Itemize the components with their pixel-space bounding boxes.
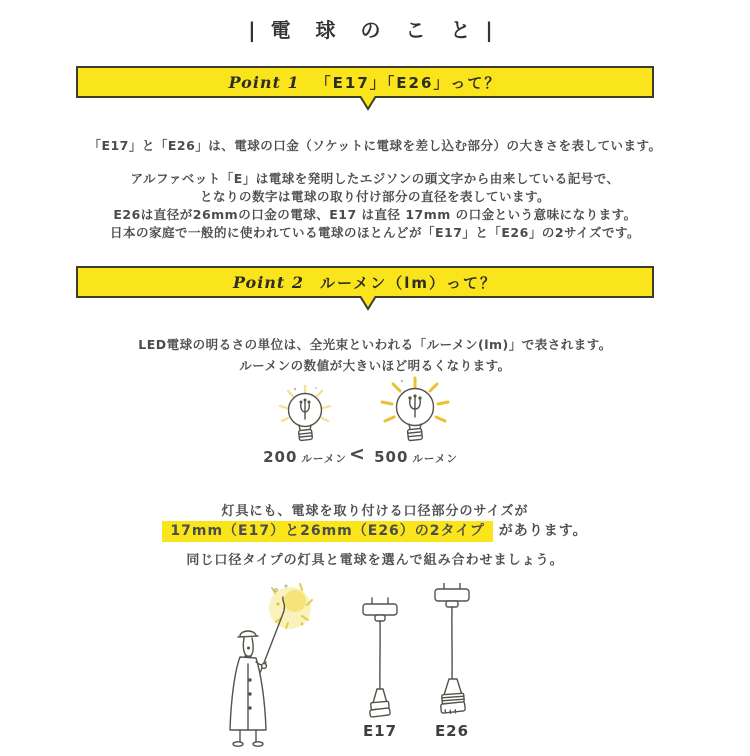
bulb-200-lumen-icon xyxy=(268,384,342,446)
point1-banner-notch-icon xyxy=(359,96,377,111)
title-bar-right: | xyxy=(485,18,502,42)
edison-man-illustration xyxy=(218,578,330,756)
point2-line-1: LED電球の明るさの単位は、全光束といわれる「ルーメン(lm)」で表されます。 xyxy=(138,337,612,352)
lumen-200-unit: ルーメン xyxy=(301,453,347,465)
lumen-500-unit: ルーメン xyxy=(412,453,458,465)
point2-line-2: ルーメンの数値が大きいほど明るくなります。 xyxy=(239,358,511,373)
point1-line-1: アルファベット「E」は電球を発明したエジソンの頭文字から由来している記号で、 xyxy=(130,171,620,186)
fixture-highlight: 17mm（E17）と26mm（E26）の2タイプ xyxy=(162,521,492,542)
pendant-e26-illustration xyxy=(420,583,486,721)
point1-heading: 「E17」「E26」って？ xyxy=(315,73,502,92)
fixture-line-3: 同じ口径タイプの灯具と電球を選んで組み合わせましょう。 xyxy=(186,553,564,568)
point1-banner xyxy=(76,66,654,98)
fixture-line-1: 灯具にも、電球を取り付ける口径部分のサイズが xyxy=(221,504,529,519)
point2-paragraph xyxy=(0,334,750,376)
less-than-symbol: < xyxy=(349,443,365,465)
pendant-e26-label: E26 xyxy=(434,722,470,740)
point2-heading: ルーメン（lm）って？ xyxy=(320,273,498,292)
page-title-text: 電 球 の こ と xyxy=(270,18,480,42)
point1-paragraph xyxy=(0,170,750,242)
fixture-after-highlight: があります。 xyxy=(498,523,588,539)
point2-banner-notch-icon xyxy=(359,296,377,311)
lumen-500-value: 500 xyxy=(374,448,409,466)
lumen-200-label xyxy=(255,447,355,466)
point1-intro: 「E17」と「E26」は、電球の口金（ソケットに電球を差し込む部分）の大きさを表しています。 xyxy=(88,138,662,153)
point1-label: Point 1 xyxy=(228,72,300,92)
title-bar-left: | xyxy=(248,18,265,42)
point1-line-2: となりの数字は電球の取り付け部分の直径を表しています。 xyxy=(199,189,550,204)
lumen-500-label xyxy=(366,447,466,466)
point1-line-3: E26は直径が26mmの口金の電球、E17 は直径 17mm の口金という意味になります。 xyxy=(113,207,637,222)
fixture-line-2 xyxy=(0,520,750,540)
pendant-e17-illustration xyxy=(350,597,410,719)
point1-line-4: 日本の家庭で一般的に使われている電球のほとんどが「E17」と「E26」の2サイズです。 xyxy=(109,225,641,240)
lumen-200-value: 200 xyxy=(263,448,298,466)
bulb-500-lumen-icon xyxy=(372,376,458,450)
point2-label: Point 2 xyxy=(232,272,305,292)
pendant-e17-label: E17 xyxy=(362,722,398,740)
page-title xyxy=(0,14,750,43)
point2-banner xyxy=(76,266,654,298)
